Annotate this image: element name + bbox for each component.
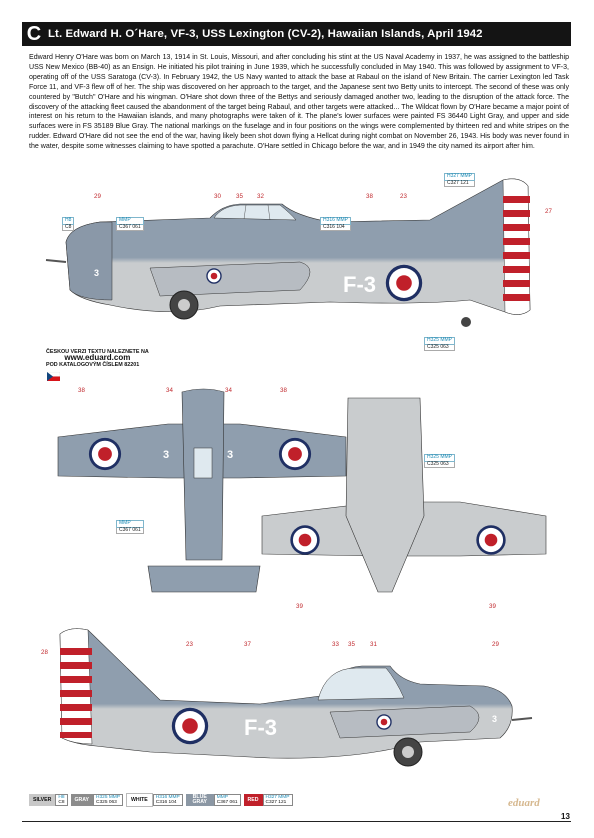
- callout: 38: [78, 387, 85, 394]
- legend-item: BLUE GRAY MMP C367 061: [186, 794, 241, 806]
- callout: 33: [332, 641, 339, 648]
- callout: 35: [348, 641, 355, 648]
- callout: 23: [186, 641, 193, 648]
- callout: 35: [236, 193, 243, 200]
- fuselage: [66, 179, 530, 315]
- callouts-plan: [78, 387, 496, 610]
- paint-code-white: H316 MMP C316 104: [320, 217, 351, 231]
- callout: 38: [366, 193, 373, 200]
- czech-flag-icon: [47, 372, 60, 381]
- fuselage-code: F-3: [343, 272, 376, 297]
- legend-item: WHITE H316 MMP C316 104: [126, 794, 183, 806]
- plan-view-bottom: [262, 398, 546, 592]
- rudder-stripes: [503, 179, 530, 315]
- paint-code-gray: H325 MMP C325 063: [424, 337, 455, 351]
- callout: 32: [257, 193, 264, 200]
- czech-note: ČESKOU VERZI TEXTU NALEZNETE NA www.eduard.com POD KATALOGOVÝM ČÍSLEM 82201: [46, 349, 149, 368]
- paint-code-bluegray: MMP C367 061: [116, 217, 144, 231]
- side-view-right: [60, 629, 532, 766]
- plan-view-top: [58, 389, 346, 592]
- callout: 28: [41, 649, 48, 656]
- page-number: 13: [561, 812, 570, 821]
- callout: 31: [370, 641, 377, 648]
- callout: 34: [225, 387, 232, 394]
- paint-code-silver: H8 C8: [62, 217, 74, 231]
- cowl-number-2: 3: [492, 714, 498, 724]
- callout: 29: [492, 641, 499, 648]
- paint-legend: [29, 794, 293, 806]
- legend-item: RED H327 MMP C327 121: [244, 794, 293, 806]
- callout: 27: [545, 208, 552, 215]
- wing-number-left: 3: [163, 449, 170, 461]
- callout: 39: [296, 603, 303, 610]
- eduard-url[interactable]: www.eduard.com: [64, 353, 131, 363]
- callout: 37: [244, 641, 251, 648]
- profile-letter: C: [26, 22, 42, 45]
- callout: 34: [166, 387, 173, 394]
- paint-code-red: H327 MMP C327 121: [444, 173, 475, 187]
- paint-code-gray-2: H325 MMP C325 063: [424, 454, 455, 468]
- eduard-logo: eduard: [508, 797, 540, 809]
- legend-item: GRAY H325 MMP C325 063: [71, 794, 124, 806]
- callout: 23: [400, 193, 407, 200]
- legend-item: SILVER H8 C8: [29, 794, 68, 806]
- paint-code-bluegray-2: MMP C367 061: [116, 520, 144, 534]
- biography-text: Edward Henry O'Hare was born on March 13, 1914 in St. Louis, Missouri, and after concluding his stint at the US Naval Academy in 1937, he was assigned to the battleship USS New Mexico (BB-40) as an Ensign. He initiated his pilot training in June 1939, which he successfully concluded in May 1940. This was followed by assignment to VF-3, operating off of the USS Saratoga (CV-3). In February 1942, the US Navy wanted to attack the base at Rabaul on the island of New Britain. The carrier Lexington led Task Force 11, and VF-3 flew off of her. The ship was discovered on her approach to the target, and the Japanese sent two Betty units to intercept. The second of these was only countered by "Butch" O'Hare and his wingman. O'Hare shot down three of the Bettys and seriously damaged another two, leading to the disruption of the attack force. The discovery of the attacking fleet caused the abandonment of the target being Rabaul, and other targets were attacked... The Wildcat flown by O'Hare became a major point of interest on his return to the Hawaiian islands, and many photographs were taken of it. The plane's lower surfaces were painted FS 36440 Light Gray, and upper and side surfaces were in FS 35189 Blue Gray. The national markings on the fuselage and in four positions on the wings were complemented by thirteen red and white stripes on the rudder. Edward O'Hare did not see the end of the war, having likely been shot down flying a Hellcat during night combat on November 26, 1943. His body was never found in the water, despite some witnesses claiming to have spotted a parachute. O'Hare settled in Chicago before the war, and in 1949 the city named its airport after him.: [29, 54, 569, 151]
- callout: 39: [489, 603, 496, 610]
- callout: 30: [214, 193, 221, 200]
- callout: 38: [280, 387, 287, 394]
- cowl-number: 3: [94, 268, 100, 278]
- callout: 29: [94, 193, 101, 200]
- profile-title: Lt. Edward H. O´Hare, VF-3, USS Lexington (CV-2), Hawaiian Islands, April 1942: [48, 28, 483, 40]
- side-view-left: [46, 179, 530, 327]
- page-divider: [22, 821, 571, 822]
- wing-number-right: 3: [227, 449, 234, 461]
- fuselage-code-2: F-3: [244, 715, 277, 740]
